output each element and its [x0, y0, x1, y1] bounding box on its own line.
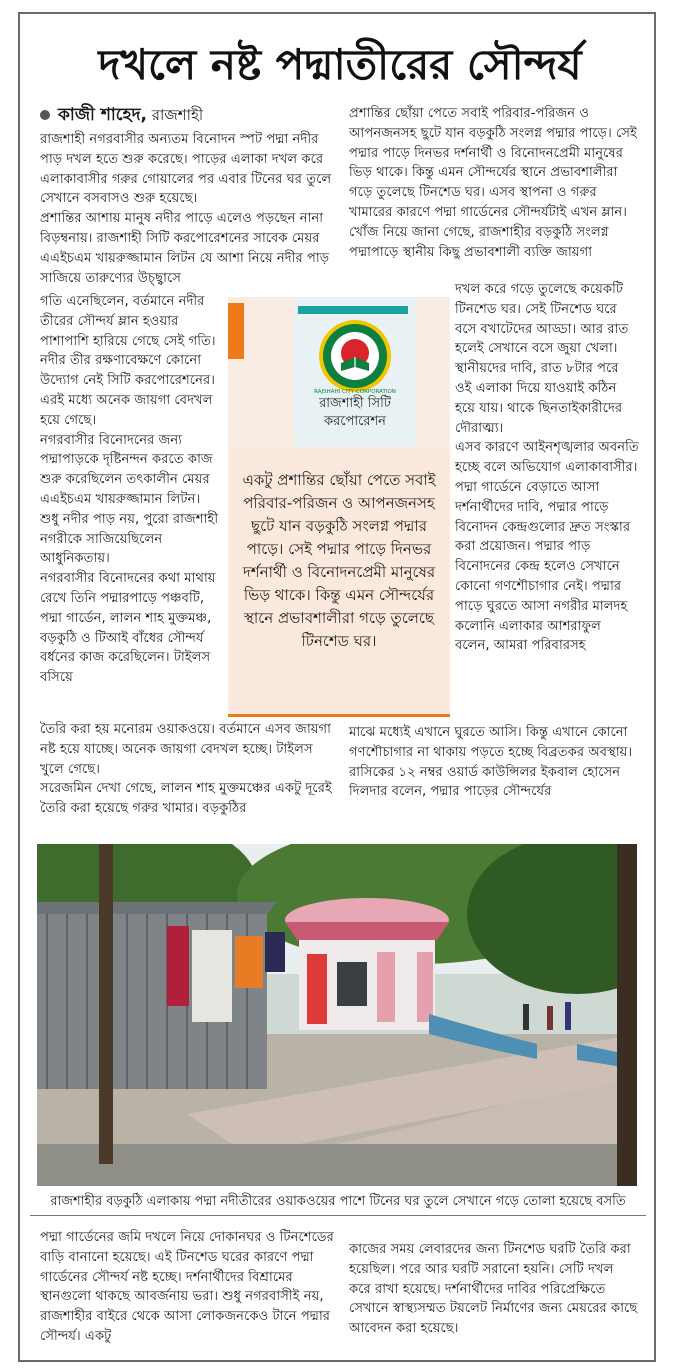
paragraph: এসব কারণে আইনশৃঙ্খলার অবনতি হচ্ছে বলে অভিযোগ এলাকাবাসীর। পদ্মা গার্ডেনে বেড়াতে আসা দর্শনার্থীদের দাবি, পদ্মার পাড়ে বিনোদন কেন্দ্রগুলোর দ্রুত সংস্কার করা প্রয়োজন। পদ্মার পাড় বিনোদনের কেন্দ্র হলেও সেখানে কোনো গণশৌচাগার নেই। পদ্মার পাড়ে ঘুরতে আসা নগরীর মালদহ কলোনি এলাকার আশরাফুল বলেন, আমরা পরিবারসহ — [455, 440, 639, 654]
col1-bottom-text — [40, 720, 336, 819]
bullet-icon — [40, 110, 50, 120]
teal-strip — [298, 306, 408, 314]
col1-text — [40, 130, 336, 288]
caption-divider — [30, 1215, 646, 1216]
paragraph: রাসিকের ১২ নম্বর ওয়ার্ড কাউন্সিলর ইকবাল হোসেন দিলদার বলেন, পদ্মার পাড়ের সৌন্দর্যের — [349, 764, 621, 800]
accent-tab — [228, 303, 244, 359]
reporter-name: কাজী শাহেদ, — [58, 105, 147, 125]
logo-ring-text: RAJSHAHI CITY CORPORATION — [314, 389, 396, 395]
paragraph: পদ্মা গার্ডেনের জমি দখলে নিয়ে দোকানঘর ও টিনশেডের বাড়ি বানানো হয়েছে। এই টিনশেড ঘরের কারণে পদ্মা গার্ডেনের সৌন্দর্য নষ্ট হচ্ছে। দর্শনার্থীদের বিশ্রামের স্থানগুলো থাকছে আবর্জনায় ভরা। শুধু নগরবাসীই নয়, রাজশাহীর বাইরে থেকে আসা লোকজনকেও টানে পদ্মার সৌন্দর্য। একটু — [40, 1230, 334, 1344]
logo-caption: রাজশাহী সিটি করপোরেশন — [319, 396, 391, 429]
pull-quote-box — [228, 447, 450, 717]
paragraph: সরেজমিন দেখা গেছে, লালন শাহ মুক্তমঞ্চের একটু দূরেই তৈরি করা হয়েছে গরুর খামার। বড়কুঠির — [40, 781, 332, 817]
photo-caption: রাজশাহীর বড়কুঠি এলাকায় পদ্মা নদীতীরের ওয়াকওয়ের পাশে টিনের ঘর তুলে সেখানে গড়ে তোলা হয়েছে বসতি — [50, 1194, 626, 1209]
paragraph: প্রশান্তির ছোঁয়া পেতে সবাই পরিবার-পরিজন ও আপনজনসহ ছুটে যান বড়কুঠি সংলগ্ন পদ্মার পাড়ে। সেই পদ্মার পাড়ে দিনভর দর্শনার্থী ও বিনোদনপ্রেমী মানুষের ভিড় থাকে। কিন্তু এমন সৌন্দর্যের স্থানে প্রভাবশালীরা গড়ে তুলেছে টিনশেড ঘর। এসব স্থাপনা ও গরুর খামারের কারণে পদ্মা গার্ডেনের সৌন্দর্যটাই এখন ম্লান। — [349, 106, 637, 220]
paragraph: খোঁজ নিয়ে জানা গেছে, রাজশাহীর বড়কুঠি সংলগ্ন পদ্মাপাড়ে স্থানীয় কিছু প্রভাবশালী ব্যক্তি জায়গা — [349, 224, 609, 260]
padma-garden-photo — [37, 844, 637, 1186]
paragraph: গতি এনেছিলেন, বর্তমানে নদীর তীরের সৌন্দর্য ম্লান হওয়ার পাশাপাশি হারিয়ে গেছে সেই গতি। নদীর তীর রক্ষণাবেক্ষণে কোনো উদ্যোগ নেই সিটি করপোরেশনের। এরই মধ্যে অনেক জায়গা বেদখল হয়ে গেছে। — [40, 294, 216, 428]
headline: দখলে নষ্ট পদ্মাতীরের সৌন্দর্য — [98, 40, 582, 89]
paragraph: দখল করে গড়ে তুলেছে কয়েকটি টিনশেড ঘর। সেই টিনশেড ঘরে বসে বখাটেদের আড্ডা। আর রাত হলেই সেখানে বসে জুয়া খেলা। স্থানীয়দের দাবি, রাত ৮টার পরে ওই এলাকা দিয়ে যাওয়াই কঠিন হয়ে যায়। থাকে ছিনতাইকারীদের দৌরাত্ম্য। — [455, 282, 629, 436]
reporter-place: রাজশাহী — [146, 106, 204, 124]
paragraph: নগরবাসীর বিনোদনের কথা মাথায় রেখে তিনি পদ্মারপাড়ে পঞ্চবটি, পদ্মা গার্ডেন, লালন শাহ মুক্তমঞ্চ, বড়কুঠি ও টিআই বাঁধের সৌন্দর্য বর্ধনের কাজ করেছিলেন। টাইলস বসিয়ে — [40, 571, 216, 686]
paragraph: কাজের সময় লেবারদের জন্য টিনশেড ঘরটি তৈরি করা হয়েছিল। পরে আর ঘরটি সরানো হয়নি। সেটি দখল করে রাখা হয়েছে। দর্শনার্থীদের দাবির পরিপ্রেক্ষিতে সেখানে স্বাস্থ্যসম্মত টয়লেট নির্মাণের জন্য মেয়রের কাছে আবেদন করা হয়েছে। — [349, 1242, 638, 1337]
paragraph: রাজশাহী নগরবাসীর অন্যতম বিনোদন স্পট পদ্মা নদীর পাড় দখল হতে শুরু করেছে। পাড়ের এলাকা দখল করে এলাকাবাসীর গরুর গোয়ালের পর এবার টিনের ঘর তুলে সেখানে বসবাসও শুরু হয়েছে। — [40, 132, 332, 207]
bottom-right-text — [349, 1240, 639, 1339]
bottom-left-text — [40, 1228, 336, 1347]
article-photo — [37, 844, 637, 1186]
paragraph: মাঝে মধ্যেই এখানে ঘুরতে আসি। কিন্তু এখানে কোনো গণশৌচাগার না থাকায় পড়তে হচ্ছে বিব্রতকর অবস্থায়। — [349, 725, 633, 760]
logo-box — [228, 297, 450, 447]
paragraph: প্রশান্তির আশায় মানুষ নদীর পাড়ে এলেও পড়ছেন নানা বিড়ম্বনায়। রাজশাহী সিটি করপোরেশনের সাবেক মেয়র এএইচএম খায়রুজ্জামান লিটন যে আশা নিয়ে নদীর পাড় সাজিয়ে তারুণ্যের উচ্ছ্বাসে — [40, 211, 330, 286]
city-corporation-logo — [310, 317, 400, 395]
pull-quote: একটু প্রশান্তির ছোঁয়া পেতে সবাই পরিবার-পরিজন ও আপনজনসহ ছুটে যান বড়কুঠি সংলগ্ন পদ্মার পাড়ে। সেই পদ্মার পাড়ে দিনভর দর্শনার্থী ও বিনোদনপ্রেমী মানুষের ভিড় থাকে। কিন্তু এমন সৌন্দর্যের স্থানে প্রভাবশালীরা গড়ে তুলেছে টিনশেড ঘর। — [242, 471, 436, 650]
logo-card — [294, 297, 416, 447]
col2-text — [349, 104, 639, 262]
byline — [40, 104, 203, 126]
col1-narrow-text — [40, 292, 223, 688]
col2-bottom-text — [349, 723, 639, 802]
col2-narrow-text — [455, 280, 639, 656]
paragraph: নগরবাসীর বিনোদনের জন্য পদ্মাপাড়কে দৃষ্টিনন্দন করতে কাজ শুরু করেছিলেন তৎকালীন মেয়র এএইচএম খায়রুজ্জামান লিটন। শুধু নদীর পাড় নয়, পুরো রাজশাহী নগরীকে সাজিয়েছিলেন আধুনিকতায়। — [40, 432, 219, 567]
paragraph: তৈরি করা হয় মনোরম ওয়াকওয়ে। বর্তমানে এসব জায়গা নষ্ট হয়ে যাচ্ছে। অনেক জায়গা বেদখল হচ্ছে। টাইলস খুলে গেছে। — [40, 722, 332, 777]
